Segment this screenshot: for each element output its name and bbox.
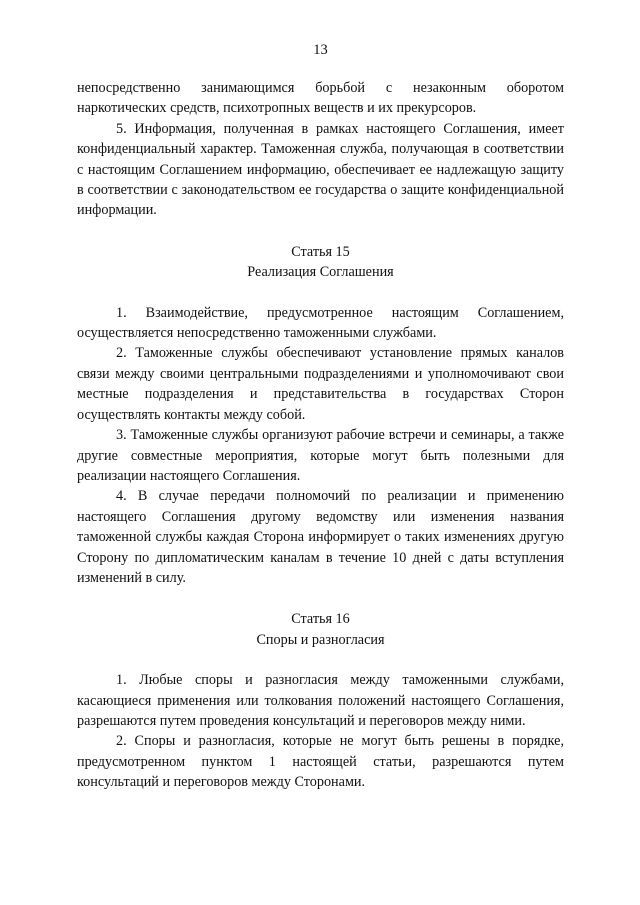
article-paragraph: 1. Взаимодействие, предусмотренное настоящим Соглашением, осуществляется непосредственно таможенными службами. [77,304,564,342]
article-title: Реализация Соглашения [247,264,394,281]
article-paragraph: 4. В случае передачи полномочий по реализации и применению настоящего Соглашения другому ведомству или изменения названия таможенной службы каждая Сторона информирует о таких изменениях другую Сторону по дипломатическим каналам в течение 10 дней с даты вступления изменений в силу. [77,488,564,586]
article-paragraph: 3. Таможенные службы организуют рабочие встречи и семинары, а также другие совместные мероприятия, которые могут быть полезными для реализации настоящего Соглашения. [77,427,564,484]
article-title: Споры и разногласия [256,631,385,648]
article-paragraph: 2. Споры и разногласия, которые не могут быть решены в порядке, предусмотренном пунктом 1 настоящей статьи, разрешаются путем консультаций и переговоров между Сторонами. [77,733,564,791]
article-paragraph: 2. Таможенные службы обеспечивают установление прямых каналов связи между своими центральными подразделениями и уполномочивают свои местные подразделения и представительства в государствах Сторон осуществлять контакты между собой. [77,345,564,423]
article-15 [77,242,564,589]
page-number: 13 [313,42,328,58]
intro-paragraph: непосредственно занимающимся борьбой с незаконным оборотом наркотических средств, психотропных веществ и их прекурсоров. [77,80,564,117]
article-heading: Статья 16 [291,611,350,628]
article-heading: Статья 15 [291,243,350,260]
article-paragraph: 1. Любые споры и разногласия между таможенными службами, касающиеся применения или толкования положений настоящего Соглашения, разрешаются путем проведения консультаций и переговоров между ними. [77,672,564,729]
article-16 [77,609,564,792]
document-page [77,40,564,793]
intro-paragraph: 5. Информация, полученная в рамках настоящего Соглашения, имеет конфиденциальный характер. Таможенная служба, получающая в соответствии с настоящим Соглашением информацию, обеспечивает ее надлежащую защиту в соответствии с законодательством ее государства о защите конфиденциальной информации. [77,120,564,219]
